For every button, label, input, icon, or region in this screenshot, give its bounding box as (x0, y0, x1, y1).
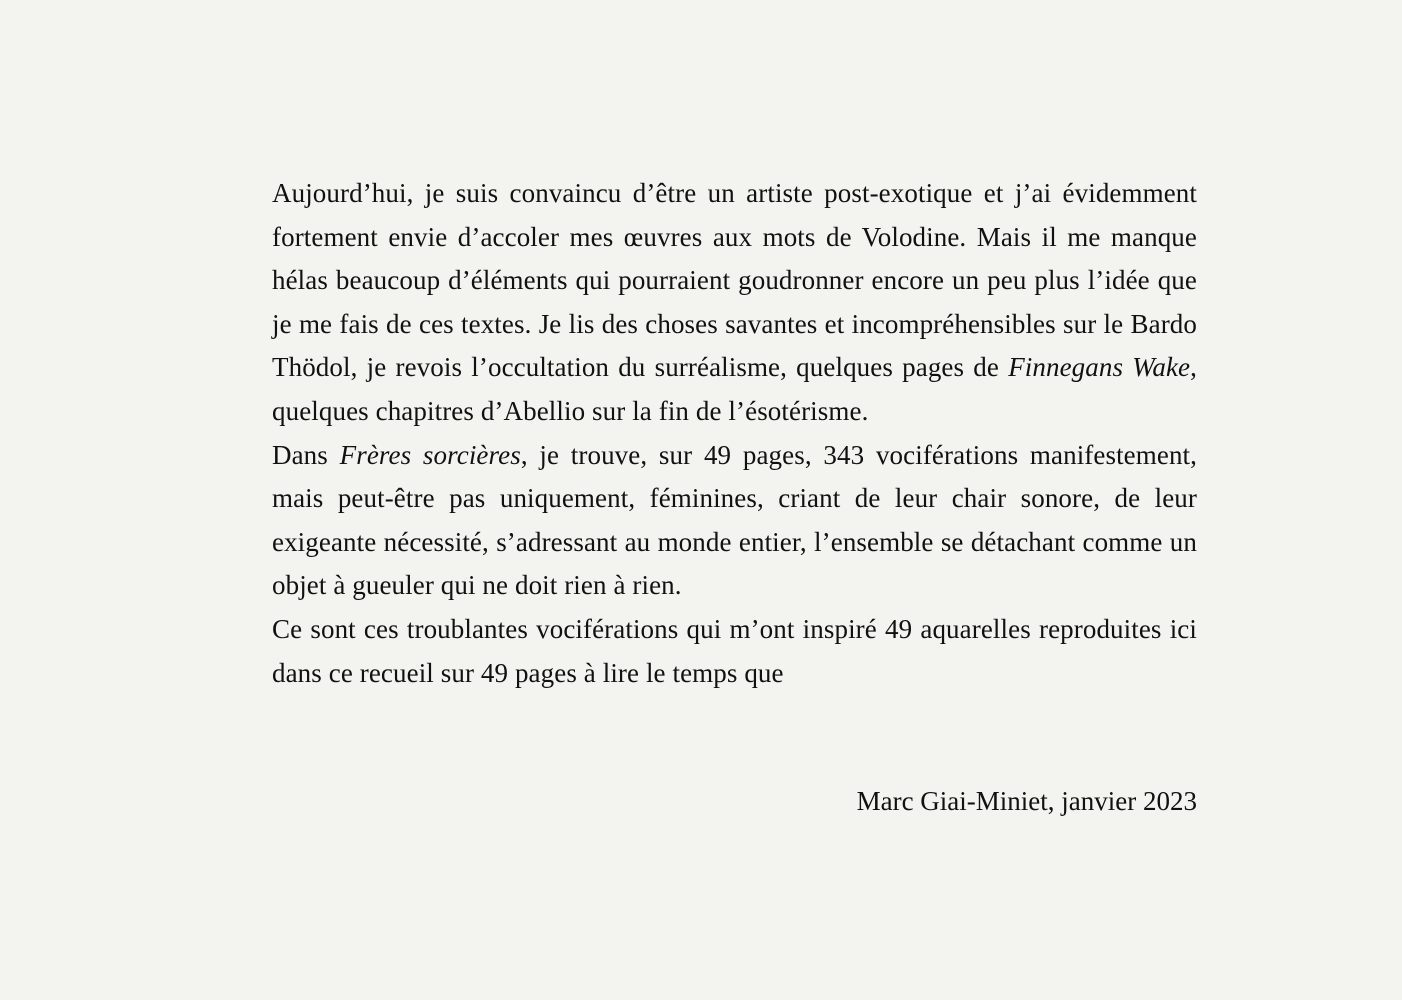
signature: Marc Giai-Miniet, janvier 2023 (856, 786, 1197, 816)
italic-title-freres-sorcieres: Frères sorcières (339, 439, 521, 470)
paragraph-1-end: , quelques chapitres d’Abellio sur la fin de l’ésotérisme. (272, 352, 1197, 426)
body-text (272, 172, 1197, 695)
paragraph-3: Ce sont ces troublantes vociférations qui m’ont inspiré 49 aquarelles reproduites ici dans ce recueil sur 49 pages à lire le temps que (272, 613, 1197, 688)
paragraph-1-text: Aujourd’hui, je suis convaincu d’être un artiste post-exotique et j’ai évidemment fortement envie d’accoler mes œuvres aux mots de Volodine. Mais il me manque hélas beaucoup d’éléments qui pourraient goudronner encore un peu plus l’idée que je me fais de ces textes. Je lis des choses savantes et incompréhensibles sur le Bardo Thödol, je revois l’occultation du surréalisme, quelques pages de (272, 178, 1197, 383)
paragraph-2 (272, 434, 1197, 608)
paragraph-2-end: , je trouve, sur 49 pages, 343 vociférations manifestement, mais peut-être pas uniquement, féminines, criant de leur chair sonore, de leur exigeante nécessité, s’adressant au monde entier, l’ensemble se détachant comme un objet à gueuler qui ne doit rien à rien. (272, 439, 1197, 601)
italic-title-finnegans-wake: Finnegans Wake (1008, 352, 1191, 383)
paragraph-2-start: Dans (272, 439, 340, 470)
paragraph-1 (272, 172, 1197, 434)
